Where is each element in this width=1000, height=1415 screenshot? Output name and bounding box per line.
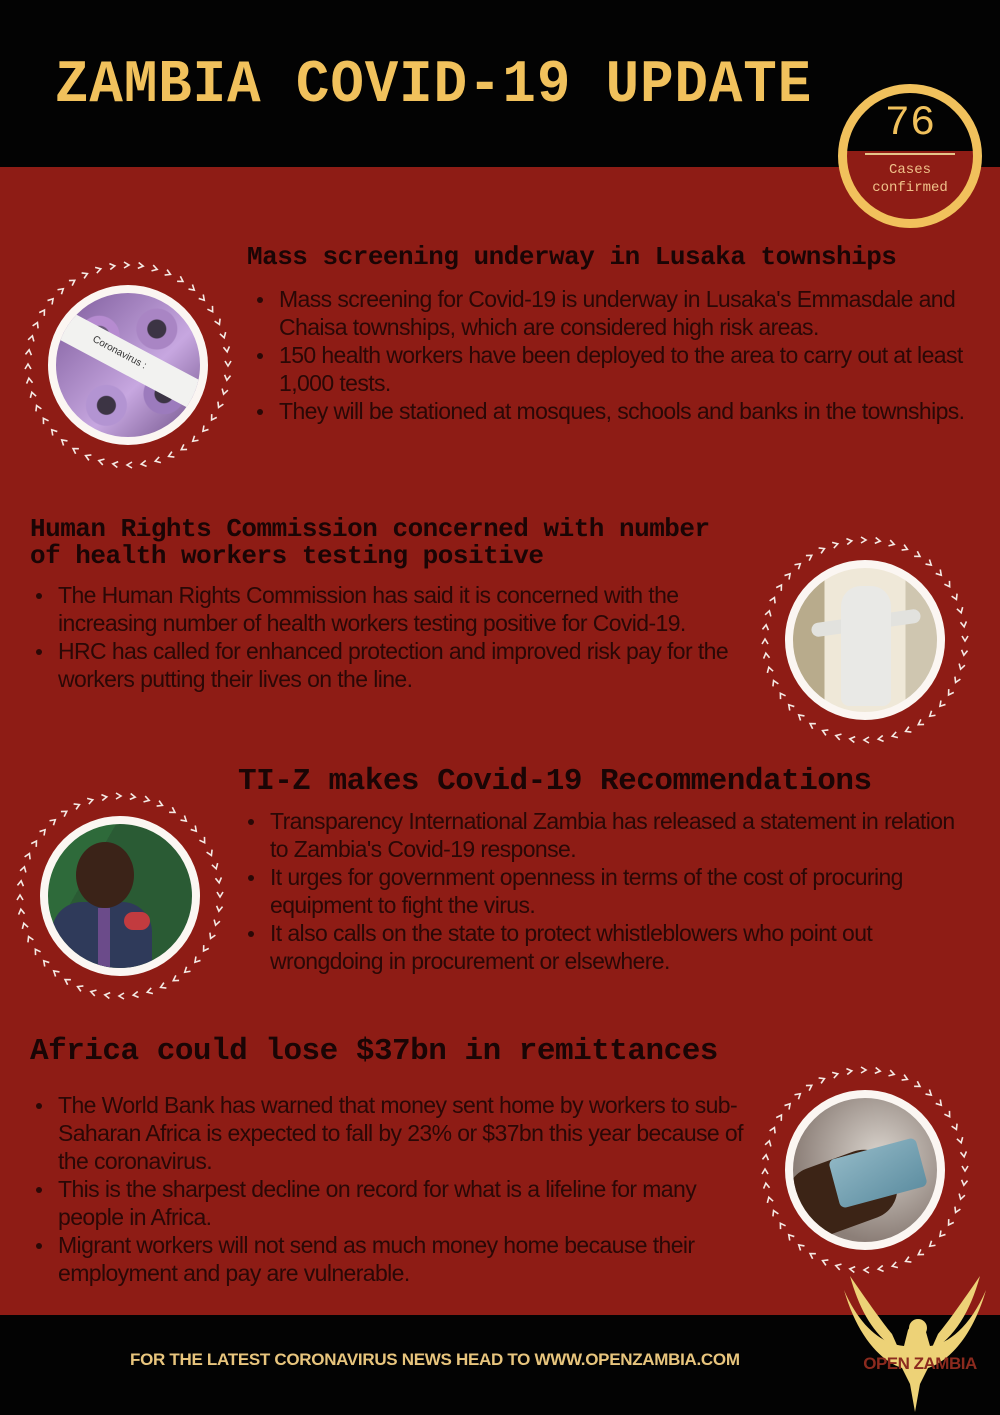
list-item: 150 health workers have been deployed to the area to carry out at least 1,000 tests. xyxy=(251,341,977,397)
list-item: The World Bank has warned that money sent home by workers to sub-Saharan Africa is expected to fall by 23% or $37bn this year because of the coronavirus. xyxy=(30,1091,750,1175)
badge-divider xyxy=(865,153,955,155)
page-title: ZAMBIA COVID-19 UPDATE xyxy=(55,52,813,120)
list-item: This is the sharpest decline on record for what is a lifeline for many people in Africa. xyxy=(30,1175,750,1231)
section-human-rights xyxy=(30,516,750,693)
section-mass-screening xyxy=(247,244,977,425)
eagle-icon xyxy=(830,1272,1000,1415)
section-remittances xyxy=(30,1036,750,1287)
list-item: Migrant workers will not send as much money home because their employment and pay are vulnerable. xyxy=(30,1231,750,1287)
bullet-list xyxy=(251,285,977,425)
list-item: It also calls on the state to protect whistleblowers who point out wrongdoing in procurement or elsewhere. xyxy=(242,919,978,975)
section-image-remittances xyxy=(755,1060,975,1280)
section-heading: Mass screening underway in Lusaka townships xyxy=(247,242,897,272)
section-image-human-rights xyxy=(755,530,975,750)
bullet-list xyxy=(242,807,978,975)
microphone-icon xyxy=(124,912,150,930)
section-image-mass-screening xyxy=(18,255,238,475)
ppe-suit xyxy=(841,586,891,706)
cases-count: 76 xyxy=(884,99,936,147)
open-zambia-logo xyxy=(830,1272,1000,1415)
health-worker-photo xyxy=(785,560,945,720)
section-tiz xyxy=(238,766,978,975)
list-item: HRC has called for enhanced protection and improved risk pay for the workers putting their lives on the line. xyxy=(30,637,750,693)
list-item: They will be stationed at mosques, schools and banks in the townships. xyxy=(251,397,977,425)
banknotes xyxy=(828,1137,928,1209)
banknotes-photo xyxy=(785,1090,945,1250)
section-heading: TI-Z makes Covid-19 Recommendations xyxy=(238,764,872,799)
test-tubes-photo xyxy=(48,285,208,445)
speaker-head xyxy=(76,842,134,908)
coronavirus-tube: Coronavirus : xyxy=(50,308,208,424)
section-heading: Human Rights Commission concerned with number of health workers testing positive xyxy=(30,514,710,572)
list-item: It urges for government openness in terms of the cost of procuring equipment to fight the virus. xyxy=(242,863,978,919)
section-image-tiz xyxy=(10,786,230,1006)
list-item: Mass screening for Covid-19 is underway in Lusaka's Emmasdale and Chaisa townships, which are considered high risk areas. xyxy=(251,285,977,341)
cases-label-line1: Cases xyxy=(888,162,931,178)
section-heading: Africa could lose $37bn in remittances xyxy=(30,1034,718,1069)
cases-label xyxy=(847,161,973,197)
bullet-list xyxy=(30,581,750,693)
footer-link-text[interactable]: FOR THE LATEST CORONAVIRUS NEWS HEAD TO WWW.OPENZAMBIA.COM xyxy=(130,1350,740,1369)
bullet-list xyxy=(30,1091,750,1287)
logo-text: OPEN ZAMBIA xyxy=(863,1354,977,1373)
speaker-photo xyxy=(40,816,200,976)
cases-label-line2: confirmed xyxy=(872,180,948,196)
list-item: Transparency International Zambia has released a statement in relation to Zambia's Covid-19 response. xyxy=(242,807,978,863)
cases-confirmed-badge xyxy=(838,84,982,228)
speaker-tie xyxy=(98,908,110,968)
list-item: The Human Rights Commission has said it is concerned with the increasing number of health workers testing positive for Covid-19. xyxy=(30,581,750,637)
